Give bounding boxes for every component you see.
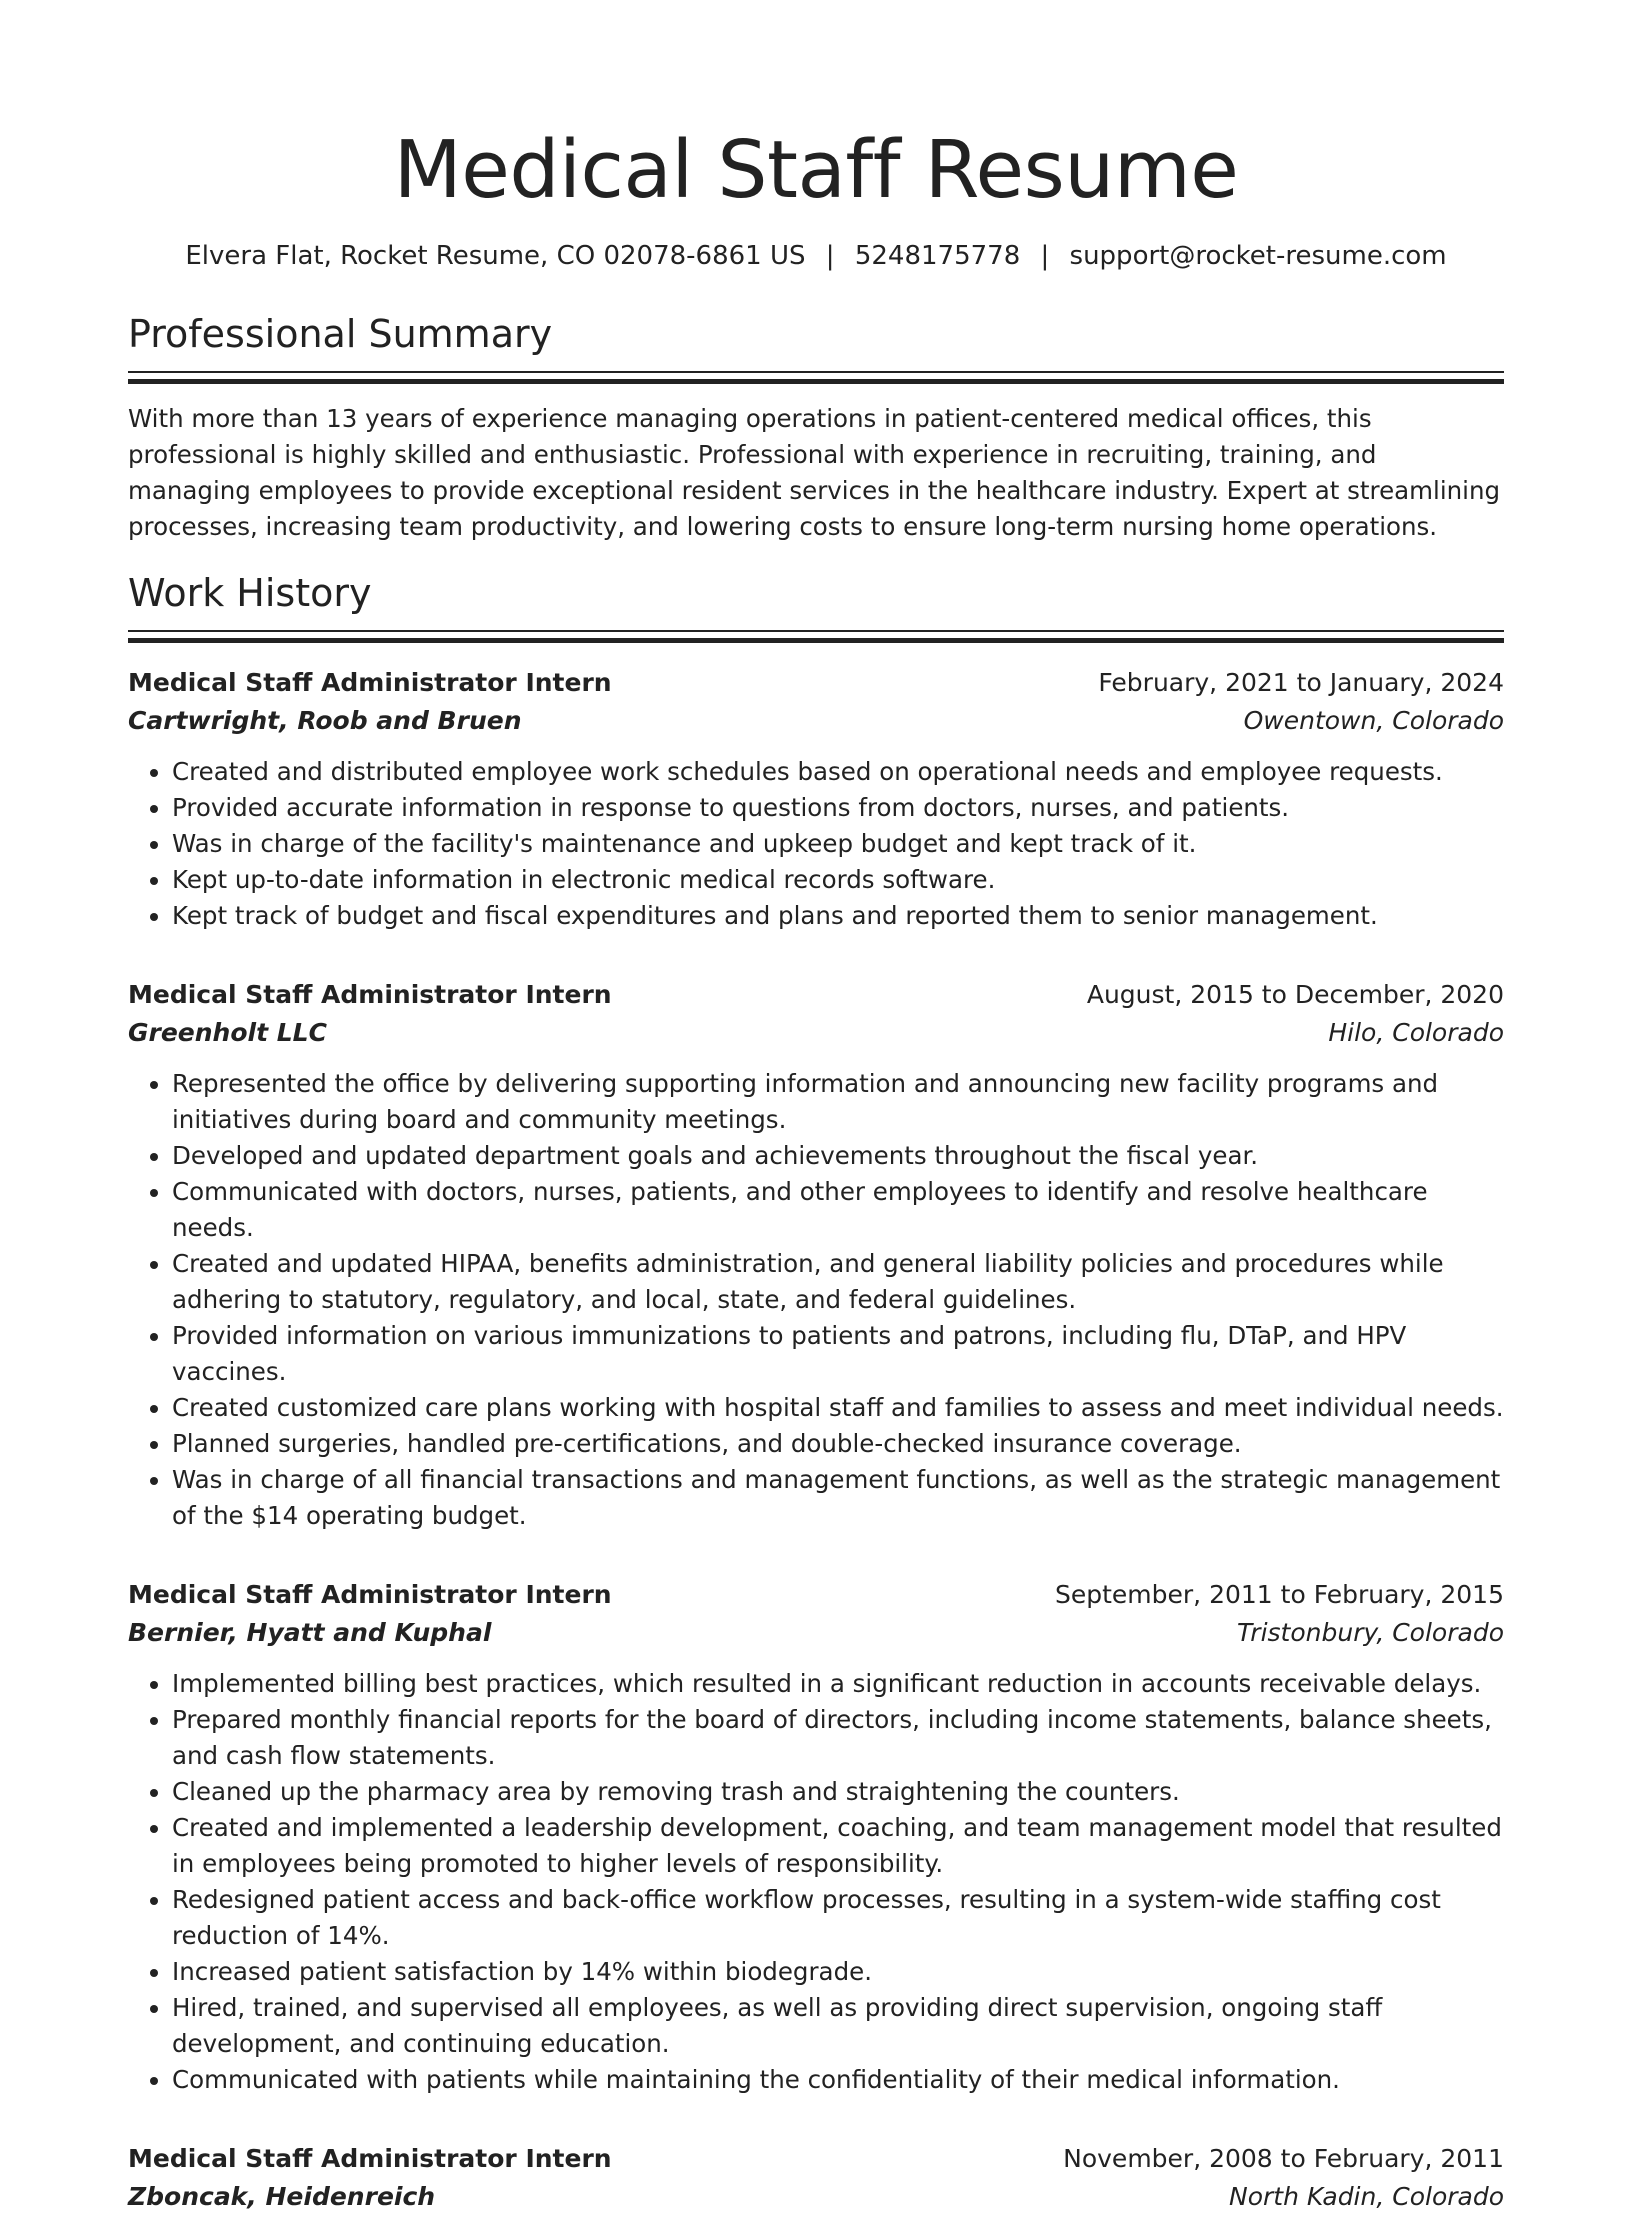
job-location: Tristonbury, Colorado <box>1236 1618 1504 1647</box>
resume-content <box>128 120 1504 2216</box>
job-subheader-row <box>128 702 1504 740</box>
job-title: Medical Staff Administrator Intern <box>128 2144 612 2173</box>
contact-separator: | <box>825 241 835 271</box>
job-list <box>128 664 1504 2216</box>
job-entry <box>128 2140 1504 2216</box>
job-dates: February, 2021 to January, 2024 <box>1098 668 1504 697</box>
job-bullet: • Prepared monthly financial reports for the board of directors, including income statements, balance sheets, and cash flow statements. <box>172 1702 1504 1774</box>
job-header-row <box>128 976 1504 1014</box>
professional-summary-section <box>128 310 1504 545</box>
job-company: Cartwright, Roob and Bruen <box>128 706 522 735</box>
job-bullet: • Cleaned up the pharmacy area by removing trash and straightening the counters. <box>172 1774 1504 1810</box>
job-dates: September, 2011 to February, 2015 <box>1055 1580 1504 1609</box>
job-subheader-row <box>128 1614 1504 1652</box>
job-bullet: • Increased patient satisfaction by 14% within biodegrade. <box>172 1954 1504 1990</box>
contact-address: Elvera Flat, Rocket Resume, CO 02078-6861 US <box>185 241 806 271</box>
job-entry <box>128 976 1504 1534</box>
job-bullet: • Kept up-to-date information in electronic medical records software. <box>172 862 1504 898</box>
resume-title: Medical Staff Resume <box>393 124 1239 216</box>
job-company: Zboncak, Heidenreich <box>128 2182 436 2211</box>
job-bullet: • Was in charge of the facility's maintenance and upkeep budget and kept track of it. <box>172 826 1504 862</box>
job-bullet: • Created and implemented a leadership development, coaching, and team management model that resulted in employees being promoted to higher levels of responsibility. <box>172 1810 1504 1882</box>
job-bullet: • Represented the office by delivering supporting information and announcing new facility programs and initiatives during board and community meetings. <box>172 1066 1504 1138</box>
section-heading-work-history: Work History <box>128 571 372 615</box>
job-bullet: • Created customized care plans working with hospital staff and families to assess and meet individual needs. <box>172 1390 1504 1426</box>
job-bullet-list <box>128 1666 1504 2098</box>
job-bullet: • Created and distributed employee work schedules based on operational needs and employee requests. <box>172 754 1504 790</box>
job-bullet: • Provided accurate information in response to questions from doctors, nurses, and patients. <box>172 790 1504 826</box>
job-company: Greenholt LLC <box>128 1018 327 1047</box>
contact-separator: | <box>1040 241 1050 271</box>
job-header-row <box>128 1576 1504 1614</box>
contact-phone: 5248175778 <box>854 241 1021 271</box>
job-bullet: • Planned surgeries, handled pre-certifications, and double-checked insurance coverage. <box>172 1426 1504 1462</box>
job-header-row <box>128 2140 1504 2178</box>
contact-email: support@rocket-resume.com <box>1069 241 1447 271</box>
job-bullet: • Created and updated HIPAA, benefits administration, and general liability policies and procedures while adhering to statutory, regulatory, and local, state, and federal guidelines. <box>172 1246 1504 1318</box>
job-bullet: • Provided information on various immunizations to patients and patrons, including flu, DTaP, and HPV vaccines. <box>172 1318 1504 1390</box>
job-entry <box>128 664 1504 934</box>
job-bullet-list <box>128 754 1504 934</box>
section-heading-summary: Professional Summary <box>128 312 553 356</box>
job-bullet: • Communicated with doctors, nurses, patients, and other employees to identify and resolve healthcare needs. <box>172 1174 1504 1246</box>
job-title: Medical Staff Administrator Intern <box>128 980 612 1009</box>
job-header-row <box>128 664 1504 702</box>
job-title: Medical Staff Administrator Intern <box>128 668 612 697</box>
job-location: Owentown, Colorado <box>1243 706 1504 735</box>
summary-text: With more than 13 years of experience managing operations in patient-centered medical offices, this professional is highly skilled and enthusiastic. Professional with experience in recruiting, training, and managing employees to provide exceptional resident services in the healthcare industry. Expert at streamlining processes, increasing team productivity, and lowering costs to ensure long-term nursing home operations. <box>128 404 1501 541</box>
job-bullet: • Redesigned patient access and back-office workflow processes, resulting in a system-wide staffing cost reduction of 14%. <box>172 1882 1504 1954</box>
job-bullet-list <box>128 1066 1504 1534</box>
job-subheader-row <box>128 2178 1504 2216</box>
job-entry <box>128 1576 1504 2098</box>
job-bullet: • Developed and updated department goals and achievements throughout the fiscal year. <box>172 1138 1504 1174</box>
job-location: Hilo, Colorado <box>1328 1018 1504 1047</box>
job-bullet: • Kept track of budget and fiscal expenditures and plans and reported them to senior management. <box>172 898 1504 934</box>
job-location: North Kadin, Colorado <box>1229 2182 1504 2211</box>
section-divider <box>128 371 1504 383</box>
job-dates: November, 2008 to February, 2011 <box>1063 2144 1504 2173</box>
job-bullet: • Implemented billing best practices, which resulted in a significant reduction in accounts receivable delays. <box>172 1666 1504 1702</box>
work-history-section <box>128 569 1504 2216</box>
job-bullet: • Hired, trained, and supervised all employees, as well as providing direct supervision, ongoing staff development, and continuing education. <box>172 1990 1504 2062</box>
job-subheader-row <box>128 1014 1504 1052</box>
job-title: Medical Staff Administrator Intern <box>128 1580 612 1609</box>
contact-line <box>128 238 1504 274</box>
job-bullet: • Was in charge of all financial transactions and management functions, as well as the strategic management of the $14 operating budget. <box>172 1462 1504 1534</box>
section-divider <box>128 630 1504 642</box>
job-bullet: • Communicated with patients while maintaining the confidentiality of their medical information. <box>172 2062 1504 2098</box>
job-company: Bernier, Hyatt and Kuphal <box>128 1618 492 1647</box>
job-dates: August, 2015 to December, 2020 <box>1086 980 1504 1009</box>
